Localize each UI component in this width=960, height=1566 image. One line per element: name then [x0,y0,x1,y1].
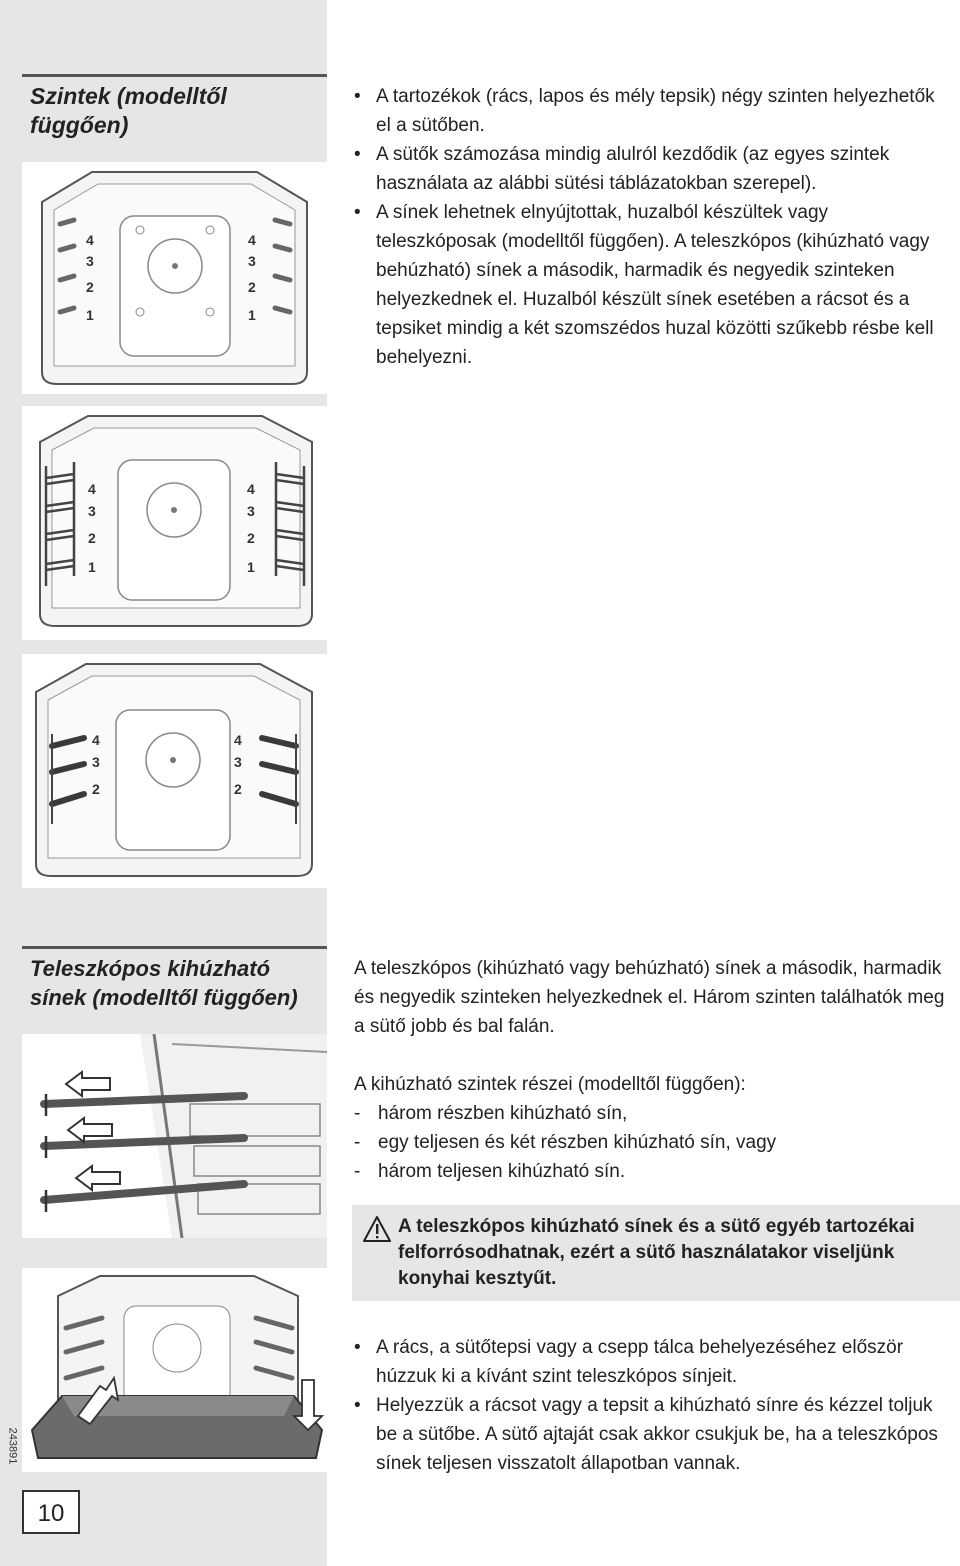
title-line: sínek (modelltől függően) [30,985,298,1010]
parts-list [354,1099,954,1186]
list-item: • A sütők számozása mindig alulról kezdődik (az egyes szintek használata az alábbi sütési táblázatokban szerepel). [352,140,952,198]
level-label: 2 [234,781,242,797]
level-label: 4 [234,732,242,748]
level-label: 1 [248,307,256,323]
list-item: • A rács, a sütőtepsi vagy a csepp tálca behelyezéséhez először húzzuk ki a kívánt szint teleszkópos sínjeit. [352,1333,952,1391]
level-label: 4 [92,732,100,748]
warning-text: A teleszkópos kihúzható sínek és a sütő egyéb tartozékai felforrósodhatnak, ezért a sütő használatakor viseljünk konyhai kesztyűt. [398,1216,915,1289]
warning-icon [362,1215,392,1243]
level-label: 4 [248,232,256,248]
levels-bullet-list [352,82,952,372]
list-item: - három részben kihúzható sín, [354,1099,954,1128]
level-label: 1 [88,559,96,575]
title-line: Szintek (modelltől [30,83,227,109]
document-code: 243891 [6,1427,19,1465]
parts-title: A kihúzható szintek részei (modelltől függően): [354,1074,746,1095]
section-title-levels [30,82,227,140]
level-label: 3 [248,253,256,269]
level-label: 3 [88,503,96,519]
telescopic-rails-figure [22,1034,327,1238]
level-label: 2 [86,279,94,295]
level-label: 1 [86,307,94,323]
list-item: • Helyezzük a rácsot vagy a tepsit a kihúzható sínre és kézzel toljuk be a sütőbe. A sütő ajtaját csak akkor csukjuk be, ha a teleszkópos sínek teljesen visszatolt állapotban vannak. [352,1391,952,1478]
level-label: 2 [92,781,100,797]
insertion-bullet-list [352,1333,952,1478]
tray-insertion-figure [22,1268,327,1472]
warning-box [352,1205,960,1301]
section-rule [22,946,327,949]
level-label: 1 [247,559,255,575]
level-label: 4 [247,481,255,497]
level-label: 4 [86,232,94,248]
level-label: 2 [88,530,96,546]
list-item: - egy teljesen és két részben kihúzható sín, vagy [354,1128,954,1157]
list-item: - három teljesen kihúzható sín. [354,1157,954,1186]
list-item: • A sínek lehetnek elnyújtottak, huzalból készültek vagy teleszkóposak (modelltől függően). A teleszkópos (kihúzható vagy behúzható) sínek a második, harmadik és negyedik szinteken helyezkednek el. Huzalból készült sínek esetében a rácsot és a tepsiket mindig a két szomszédos huzal közötti szűkebb résbe kell behelyezni. [352,198,952,372]
level-label: 3 [234,754,242,770]
oven-wire-guides-figure [22,406,327,640]
oven-levels-figure [22,162,327,394]
level-label: 3 [92,754,100,770]
title-line: függően) [30,112,129,138]
level-label: 2 [247,530,255,546]
level-label: 3 [247,503,255,519]
page-number: 10 [22,1490,80,1534]
oven-telescopic-guides-figure [22,654,327,888]
section-title-telescopic [30,954,298,1012]
title-line: Teleszkópos kihúzható [30,956,271,981]
level-label: 2 [248,279,256,295]
telescopic-intro: A teleszkópos (kihúzható vagy behúzható) sínek a második, harmadik és negyedik szinteken helyezkednek el. Három szinten találhatók meg a sütő jobb és bal falán. [354,958,945,1037]
list-item: • A tartozékok (rács, lapos és mély tepsik) négy szinten helyezhetők el a sütőben. [352,82,952,140]
section-rule [22,74,327,77]
level-label: 4 [88,481,96,497]
level-label: 3 [86,253,94,269]
